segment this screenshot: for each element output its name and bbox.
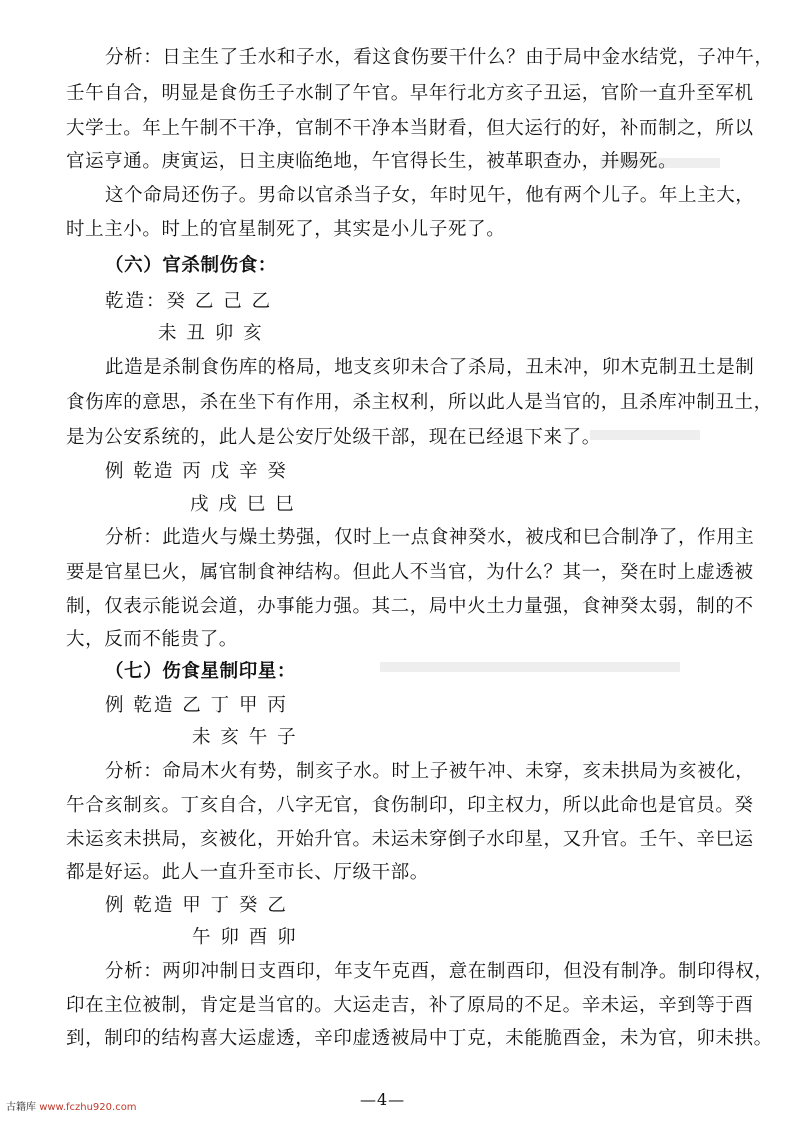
paragraph-line: 官运亨通。庚寅运，日主庚临绝地，午官得长生，被革职查办，并赐死。 (66, 151, 678, 172)
paragraph-line: 分析：日主生了壬水和子水，看这食伤要干什么？由于局中金水结党，子冲午， (105, 47, 774, 68)
paragraph-line: 午合亥制亥。丁亥自合，八字无官，食伤制印，印主权力，所以此命也是官员。癸 (66, 795, 754, 816)
site-footer (6, 1098, 137, 1113)
paragraph-line: 大学士。年上午制不干净，官制不干净本当財看，但大运行的好，补而制之，所以 (66, 118, 754, 139)
paragraph-line: 要是官星巳火，属官制食神结构。但此人不当官，为什么？其一，癸在时上虚透被 (66, 562, 754, 583)
paragraph-line: 分析：此造火与燥土势强，仅时上一点食神癸水，被戌和巳合制净了，作用主 (105, 527, 755, 548)
paragraph-line: 制，仅表示能说会道，办事能力强。其二，局中火土力量强，食神癸太弱，制的不 (66, 596, 754, 617)
paragraph-line: 是为公安系统的，此人是公安厅处级干部，现在已经退下来了。 (66, 427, 601, 448)
bazi-stems: 例 乾造 甲 丁 癸 乙 (105, 895, 288, 916)
paragraph-line: 分析：命局木火有势，制亥子水。时上子被午冲、未穿，亥未拱局为亥被化， (105, 761, 755, 782)
paragraph-line: 此造是杀制食伤库的格局，地支亥卯未合了杀局，丑未冲，卯木克制丑土是制 (105, 357, 755, 378)
bazi-branches: 戌 戌 巳 巳 (190, 494, 296, 515)
bazi-branches: 午 卯 酉 卯 (192, 927, 298, 948)
bazi-branches: 未 丑 卯 亥 (158, 323, 264, 344)
site-url-link[interactable]: www.fczhu920.com (39, 1102, 137, 1113)
paragraph-line: 壬午自合，明显是食伤壬子水制了午官。早年行北方亥子丑运，官阶一直升至军机 (66, 83, 754, 104)
paragraph-line: 食伤库的意思，杀在坐下有作用，杀主权利，所以此人是当官的，且杀库冲制丑土， (66, 392, 773, 413)
bazi-stems: 乾造：癸 乙 己 乙 (105, 291, 273, 312)
paragraph-line: 到，制印的结构喜大运虚透，辛印虚透被局中丁克，未能脆酉金，未为官，卯未拱。 (66, 1028, 773, 1049)
bazi-stems: 例 乾造 丙 戊 辛 癸 (105, 461, 288, 482)
paragraph-line: 时上主小。时上的官星制死了，其实是小儿子死了。 (66, 219, 506, 240)
paragraph-line: 未运亥未拱局，亥被化，开始升官。未运未穿倒子水印星，又升官。壬午、辛巳运 (66, 829, 754, 850)
page-number: —4— (360, 1090, 406, 1109)
bazi-stems: 例 乾造 乙 丁 甲 丙 (105, 695, 288, 716)
section-heading: （七）伤食星制印星： (105, 661, 297, 682)
section-heading: （六）官杀制伤食： (105, 255, 277, 276)
paragraph-line: 这个命局还伤子。男命以官杀当子女，年时见午，他有两个儿子。年上主大， (105, 185, 755, 206)
paragraph-line: 都是好运。此人一直升至市长、厅级干部。 (66, 862, 429, 883)
paragraph-line: 大，反而不能贵了。 (66, 629, 238, 650)
bazi-branches: 未 亥 午 子 (192, 727, 298, 748)
site-name: 古籍库 (6, 1102, 36, 1113)
paragraph-line: 印在主位被制，肯定是当官的。大运走吉，补了原局的不足。辛未运，辛到等于酉 (66, 995, 754, 1016)
paragraph-line: 分析：两卯冲制日支酉印，年支午克酉，意在制酉印，但没有制净。制印得权， (105, 961, 774, 982)
